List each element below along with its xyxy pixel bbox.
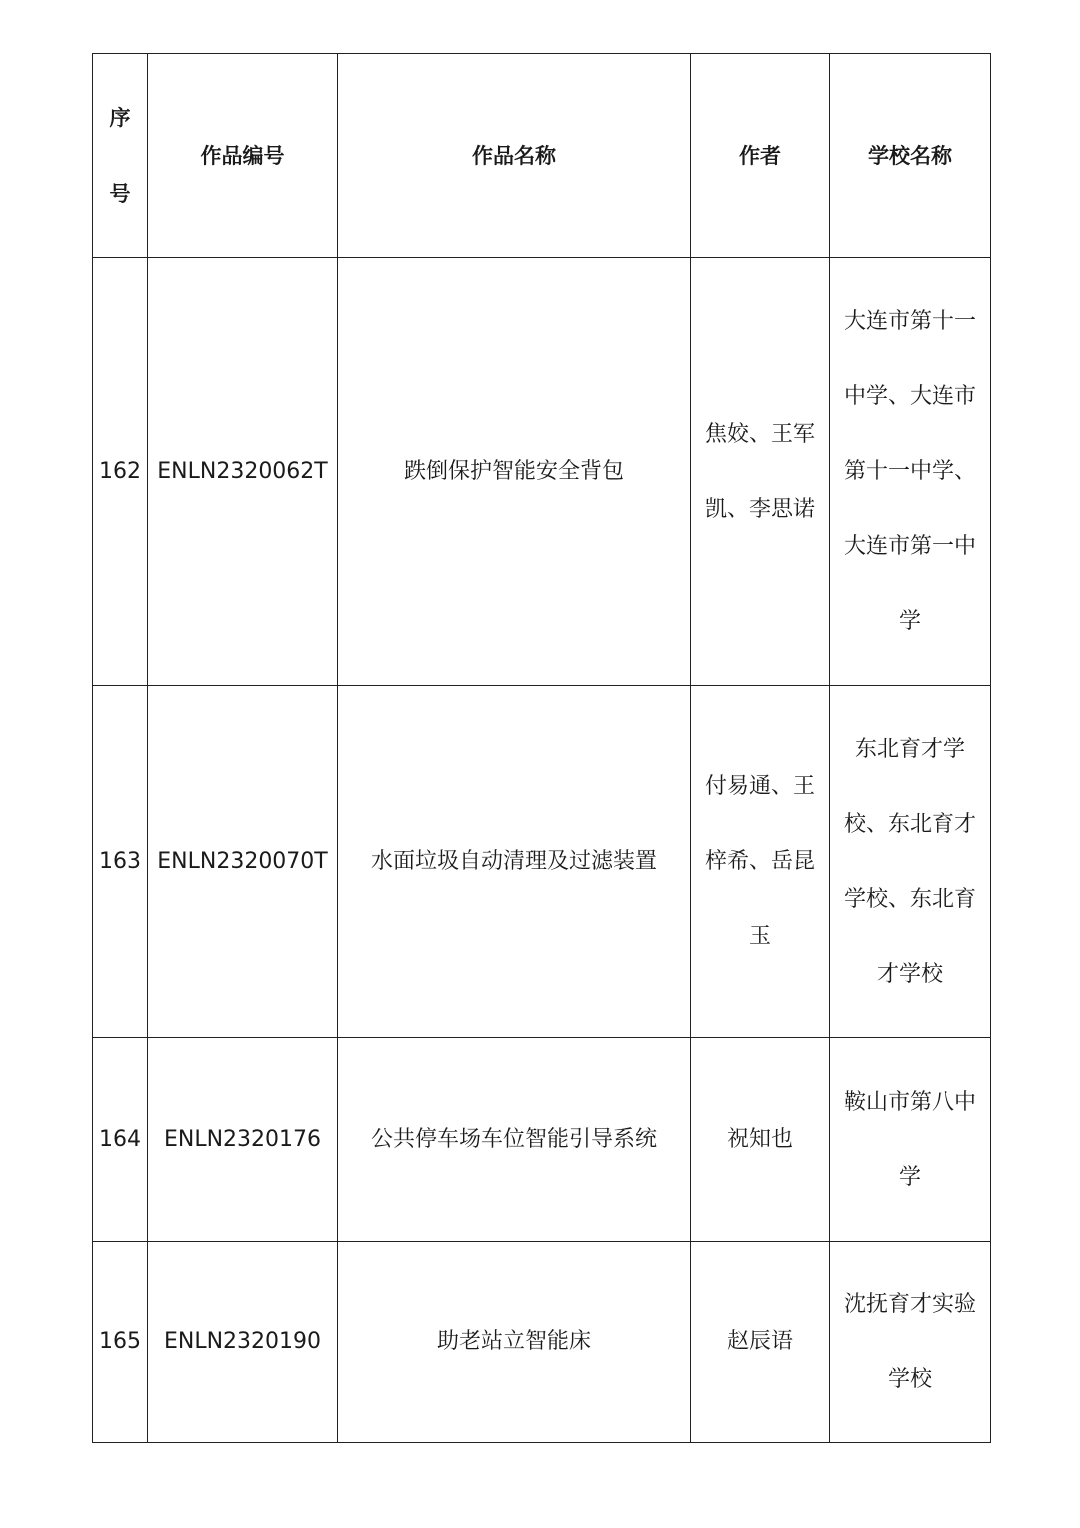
cell-index: 162 xyxy=(93,258,148,686)
cell-title: 水面垃圾自动清理及过滤装置 xyxy=(338,686,691,1038)
cell-code: ENLN2320176 xyxy=(148,1038,338,1242)
cell-code: ENLN2320190 xyxy=(148,1242,338,1443)
table-row xyxy=(93,258,991,686)
header-code: 作品编号 xyxy=(148,54,338,258)
table-row xyxy=(93,1242,991,1443)
award-table xyxy=(92,53,991,1443)
cell-school: 东北育才学校、东北育才学校、东北育才学校 xyxy=(830,686,991,1038)
header-title: 作品名称 xyxy=(338,54,691,258)
header-author: 作者 xyxy=(691,54,830,258)
cell-title: 公共停车场车位智能引导系统 xyxy=(338,1038,691,1242)
cell-code: ENLN2320062T xyxy=(148,258,338,686)
header-school: 学校名称 xyxy=(830,54,991,258)
table-row xyxy=(93,686,991,1038)
cell-title: 跌倒保护智能安全背包 xyxy=(338,258,691,686)
cell-index: 163 xyxy=(93,686,148,1038)
cell-title: 助老站立智能床 xyxy=(338,1242,691,1443)
cell-index: 164 xyxy=(93,1038,148,1242)
header-index: 序号 xyxy=(93,54,148,258)
cell-author: 付易通、王梓希、岳昆玉 xyxy=(691,686,830,1038)
cell-code: ENLN2320070T xyxy=(148,686,338,1038)
table-row xyxy=(93,1038,991,1242)
cell-author: 赵辰语 xyxy=(691,1242,830,1443)
cell-school: 大连市第十一中学、大连市第十一中学、大连市第一中学 xyxy=(830,258,991,686)
table-header-row xyxy=(93,54,991,258)
cell-school: 鞍山市第八中学 xyxy=(830,1038,991,1242)
cell-author: 祝知也 xyxy=(691,1038,830,1242)
cell-school: 沈抚育才实验学校 xyxy=(830,1242,991,1443)
cell-index: 165 xyxy=(93,1242,148,1443)
cell-author: 焦姣、王军凯、李思诺 xyxy=(691,258,830,686)
